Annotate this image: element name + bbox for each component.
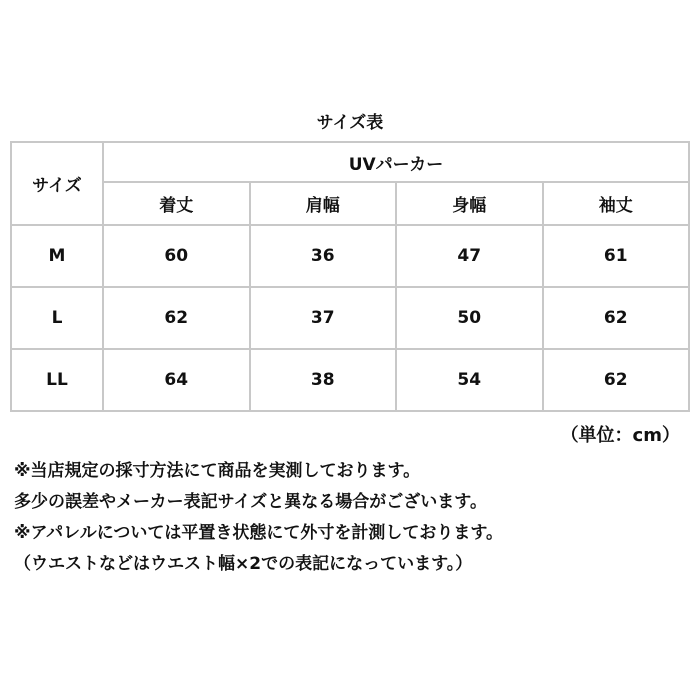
notes — [14, 456, 694, 580]
table-cell: 38 — [250, 349, 397, 411]
table-row — [11, 287, 689, 349]
size-table — [10, 141, 690, 412]
column-header-length: 着丈 — [103, 182, 250, 225]
size-label: L — [11, 287, 103, 349]
table-cell: 62 — [543, 349, 690, 411]
product-group-header: UVパーカー — [103, 142, 689, 182]
table-cell: 50 — [396, 287, 543, 349]
table-cell: 62 — [103, 287, 250, 349]
table-cell: 54 — [396, 349, 543, 411]
page-title: サイズ表 — [316, 113, 384, 133]
table-cell: 47 — [396, 225, 543, 287]
size-label: M — [11, 225, 103, 287]
table-cell: 61 — [543, 225, 690, 287]
table-cell: 60 — [103, 225, 250, 287]
column-header-shoulder: 肩幅 — [250, 182, 397, 225]
table-cell: 62 — [543, 287, 690, 349]
unit-label: （単位：cm） — [560, 425, 680, 446]
size-header: サイズ — [11, 142, 103, 225]
table-row — [11, 349, 689, 411]
column-header-width: 身幅 — [396, 182, 543, 225]
header-row — [11, 142, 689, 182]
table-cell: 36 — [250, 225, 397, 287]
note-line: ※アパレルについては平置き状態にて外寸を計測しております。 — [14, 523, 504, 543]
column-header-sleeve: 袖丈 — [543, 182, 690, 225]
note-line: 多少の誤差やメーカー表記サイズと異なる場合がございます。 — [14, 492, 487, 512]
table-row — [11, 225, 689, 287]
table-cell: 37 — [250, 287, 397, 349]
column-header-row — [11, 182, 689, 225]
table-cell: 64 — [103, 349, 250, 411]
note-line: （ウエストなどはウエスト幅×2での表記になっています。） — [14, 554, 473, 574]
size-label: LL — [11, 349, 103, 411]
note-line: ※当店規定の採寸方法にて商品を実測しております。 — [14, 461, 421, 481]
